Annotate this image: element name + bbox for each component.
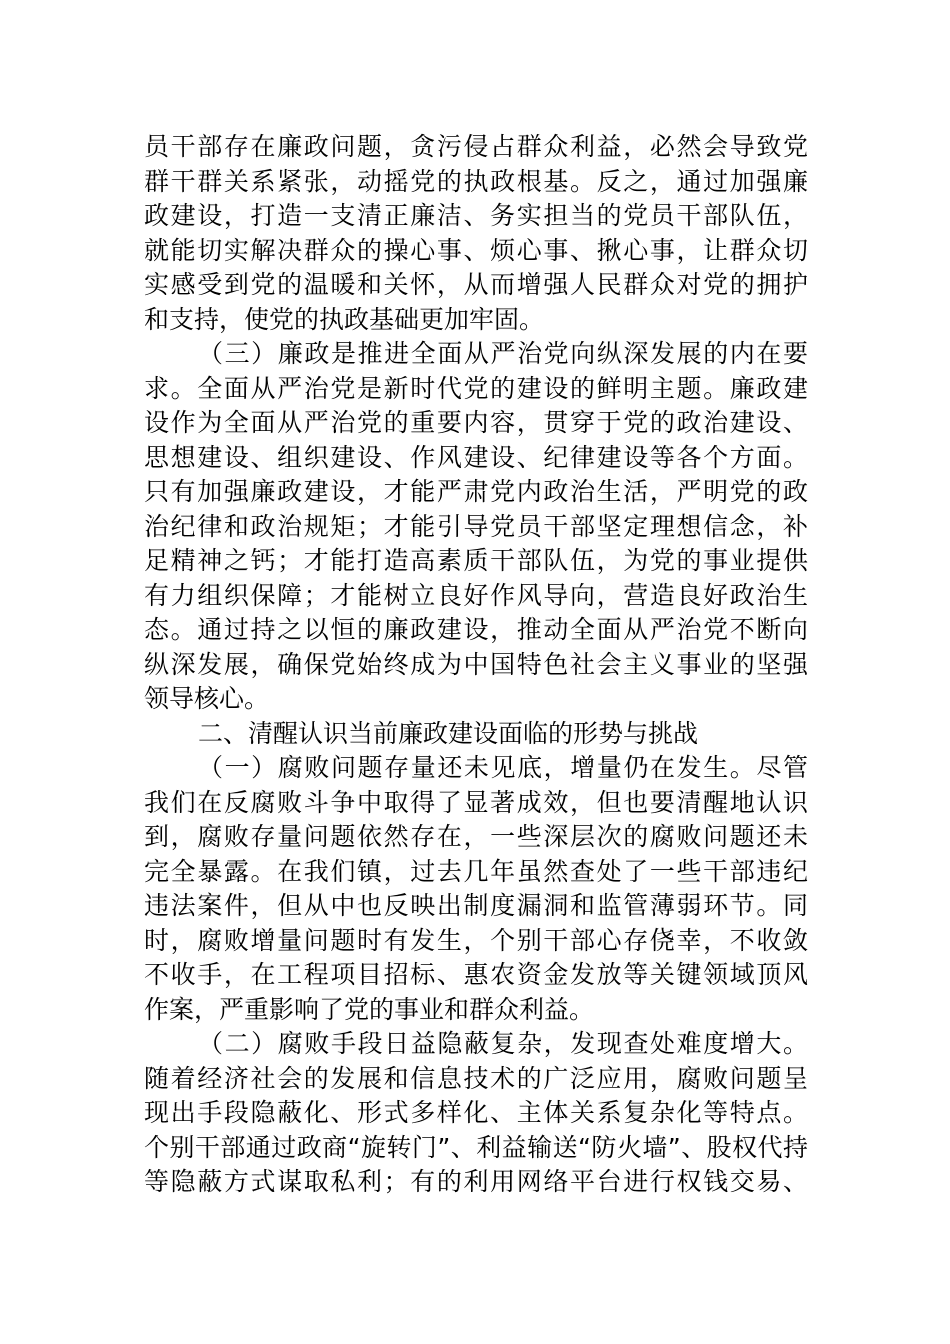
text-line: 就能切实解决群众的操心事、烦心事、揪心事，让群众切 <box>144 235 808 265</box>
text-line: 政建设，打造一支清正廉洁、务实担当的党员干部队伍， <box>144 201 808 230</box>
text-line: 足精神之钙；才能打造高素质干部队伍，为党的事业提供 <box>144 546 808 575</box>
text-line: 随着经济社会的发展和信息技术的广泛应用，腐败问题呈 <box>144 1063 808 1093</box>
text-line: 时，腐败增量问题时有发生，个别干部心存侥幸，不收敛 <box>144 925 808 955</box>
text-line: （三）廉政是推进全面从严治党向纵深发展的内在要 <box>198 339 808 368</box>
text-line: 我们在反腐败斗争中取得了显著成效，但也要清醒地认识 <box>144 787 808 817</box>
text-line: 治纪律和政治规矩；才能引导党员干部坚定理想信念，补 <box>144 511 808 541</box>
text-line: 员干部存在廉政问题，贪污侵占群众利益，必然会导致党 <box>144 132 808 161</box>
text-line: 等隐蔽方式谋取私利；有的利用网络平台进行权钱交易、 <box>144 1167 808 1196</box>
text-line: 完全暴露。在我们镇，过去几年虽然查处了一些干部违纪 <box>144 856 808 886</box>
text-line: 有力组织保障；才能树立良好作风导向，营造良好政治生 <box>144 580 808 610</box>
text-line: 实感受到党的温暖和关怀，从而增强人民群众对党的拥护 <box>144 270 808 299</box>
document-body <box>144 130 808 1200</box>
text-line: 领导核心。 <box>144 684 270 713</box>
text-line: 到，腐败存量问题依然存在，一些深层次的腐败问题还未 <box>144 822 808 851</box>
text-line: 违法案件，但从中也反映出制度漏洞和监管薄弱环节。同 <box>144 891 808 920</box>
text-line: 现出手段隐蔽化、形式多样化、主体关系复杂化等特点。 <box>144 1098 808 1127</box>
text-line: 不收手，在工程项目招标、惠农资金发放等关键领域顶风 <box>144 960 808 989</box>
text-line: 个别干部通过政商“旋转门”、利益输送“防火墙”、股权代持 <box>144 1132 808 1162</box>
text-line: （一）腐败问题存量还未见底，增量仍在发生。尽管 <box>198 753 808 782</box>
text-line: 设作为全面从严治党的重要内容，贯穿于党的政治建设、 <box>144 408 808 437</box>
text-line: 只有加强廉政建设，才能严肃党内政治生活，严明党的政 <box>144 477 808 506</box>
text-line: （二）腐败手段日益隐蔽复杂，发现查处难度增大。 <box>198 1029 808 1058</box>
text-line: 态。通过持之以恒的廉政建设，推动全面从严治党不断向 <box>144 615 808 644</box>
text-line: 群干群关系紧张，动摇党的执政根基。反之，通过加强廉 <box>144 166 808 196</box>
text-line: 作案，严重影响了党的事业和群众利益。 <box>144 994 595 1024</box>
text-line: 思想建设、组织建设、作风建设、纪律建设等各个方面。 <box>144 442 808 472</box>
text-line: 纵深发展，确保党始终成为中国特色社会主义事业的坚强 <box>144 649 808 679</box>
text-line: 二、清醒认识当前廉政建设面临的形势与挑战 <box>198 718 699 748</box>
text-line: 和支持，使党的执政基础更加牢固。 <box>144 304 545 334</box>
text-line: 求。全面从严治党是新时代党的建设的鲜明主题。廉政建 <box>144 373 808 403</box>
